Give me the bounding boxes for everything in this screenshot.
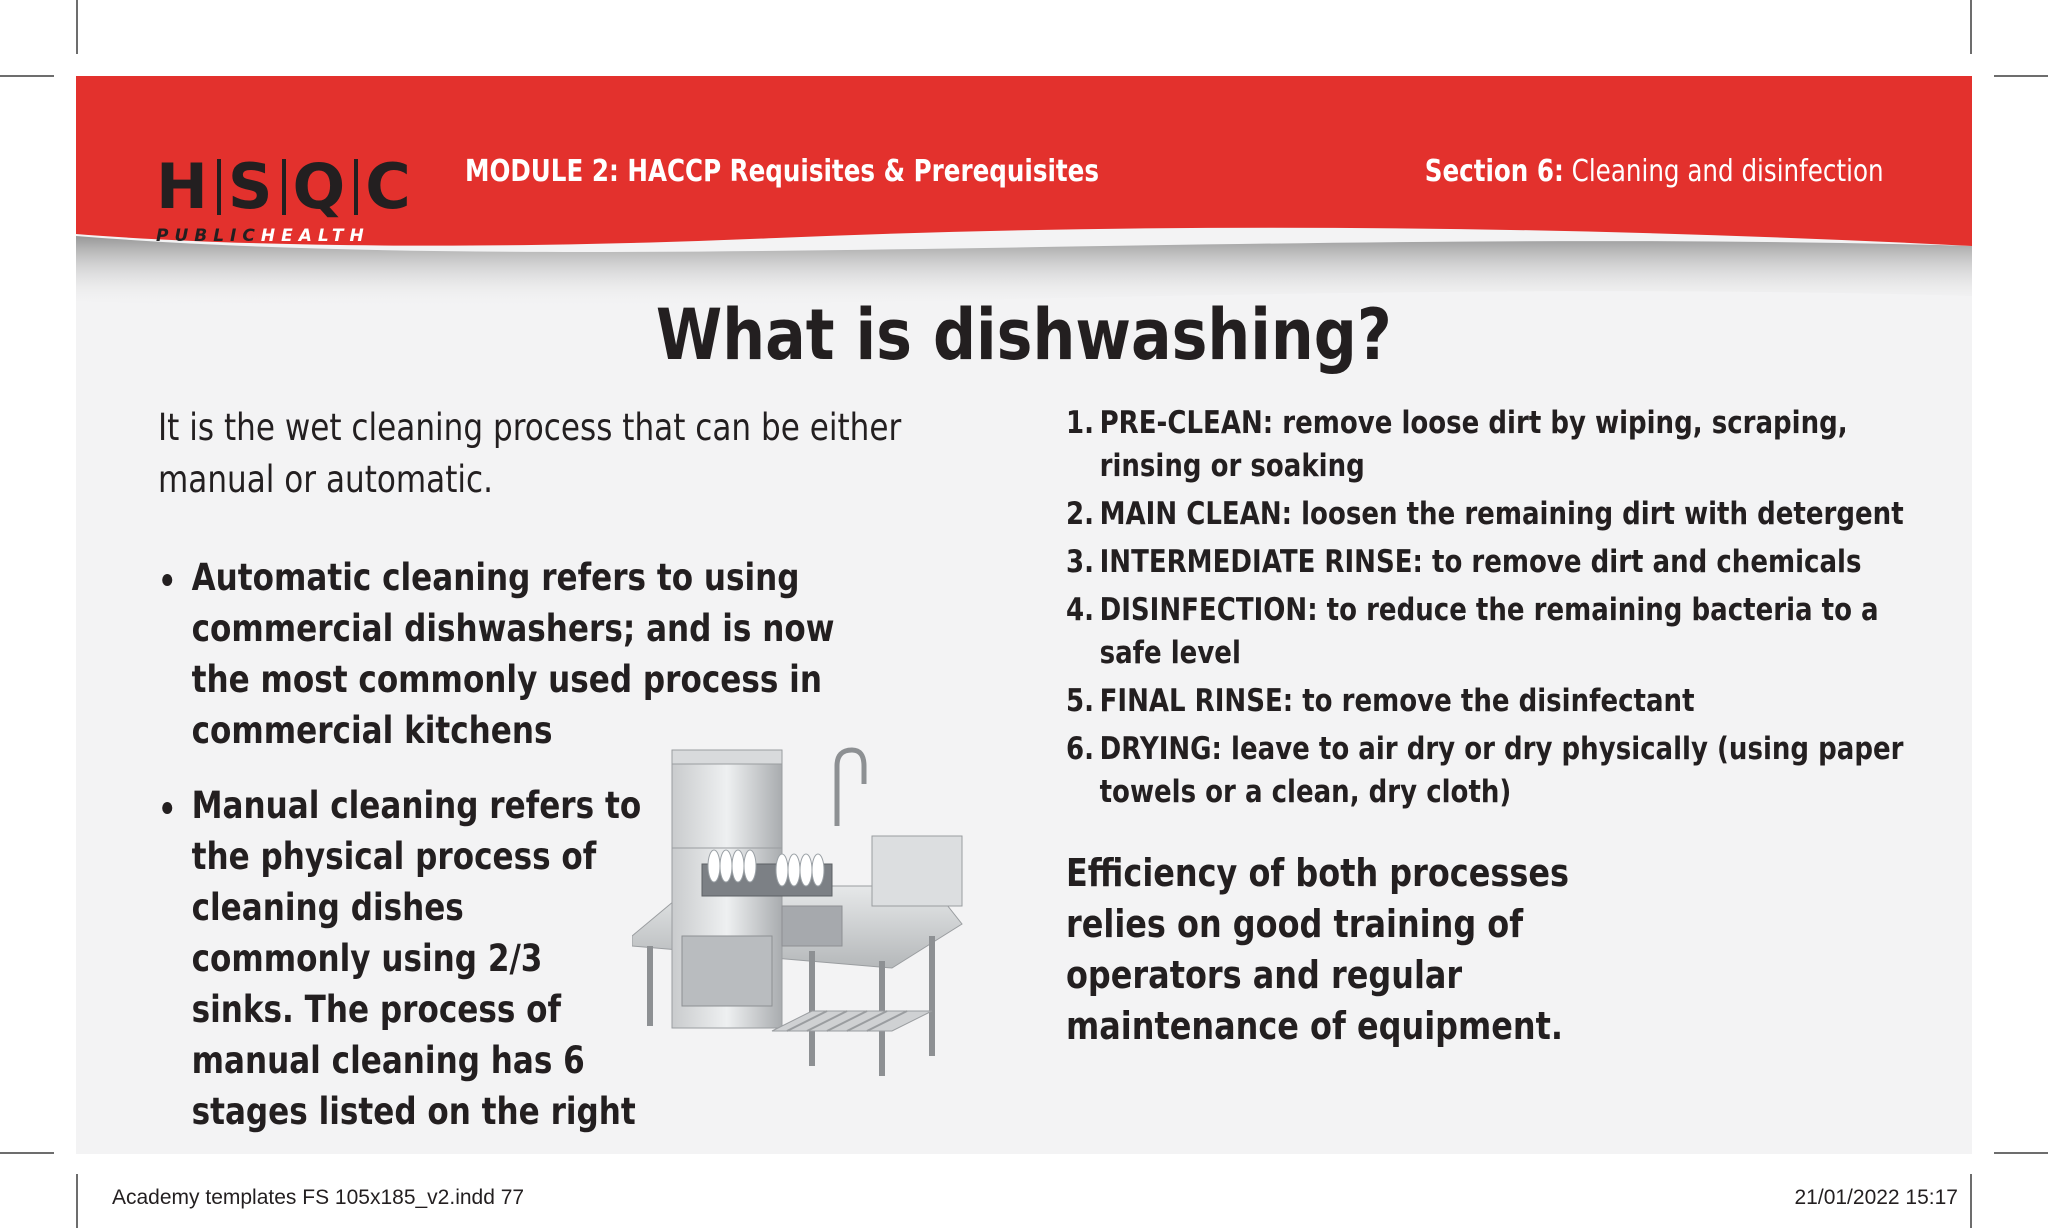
slide-page (76, 76, 1972, 1154)
hsqc-logo (156, 150, 413, 246)
stage-item (1066, 589, 1935, 675)
module-title: MODULE 2: HACCP Requisites & Prerequisites (465, 154, 1099, 189)
efficiency-text: Efficiency of both processes relies on good training of operators and regular maintenance of equipment. (1066, 851, 1570, 1048)
crop-mark (1970, 1174, 1972, 1228)
dishwasher-image (632, 736, 972, 1116)
bullet-item (158, 552, 889, 756)
logo-letter: C (365, 150, 413, 223)
logo-letters (156, 150, 413, 223)
stage-item (1066, 402, 1935, 488)
stage-text: MAIN CLEAN: loosen the remaining dirt with detergent (1099, 496, 1904, 532)
stages-list (1066, 402, 1935, 819)
footer-filename: Academy templates FS 105x185_v2.indd 77 (112, 1186, 525, 1209)
stage-item (1066, 493, 1935, 536)
stage-text: PRE-CLEAN: remove loose dirt by wiping, scraping, rinsing or soaking (1099, 405, 1848, 484)
crop-mark (1994, 1152, 2048, 1154)
bullet-text: Manual cleaning refers to the physical process of cleaning dishes commonly using 2/3 sinks. The process of manual cleaning has 6 stages listed on the right (191, 784, 642, 1133)
stage-item (1066, 680, 1935, 723)
logo-letter: S (227, 150, 275, 223)
stage-number: 2. (1066, 496, 1095, 532)
stage-number: 3. (1066, 544, 1095, 580)
page-title (76, 294, 1972, 376)
logo-letter: Q (292, 150, 348, 223)
stage-text: DISINFECTION: to reduce the remaining bacteria to a safe level (1099, 592, 1879, 671)
page-title-text: What is dishwashing? (656, 294, 1392, 376)
stage-number: 5. (1066, 683, 1095, 719)
stage-item (1066, 541, 1935, 584)
logo-sub-health: HEALTH (260, 226, 370, 246)
stage-item (1066, 728, 1935, 814)
logo-sub-public: PUBLIC (156, 226, 261, 246)
crop-mark (0, 75, 54, 77)
stage-text: FINAL RINSE: to remove the disinfectant (1099, 683, 1695, 719)
logo-letter: H (156, 150, 210, 223)
section-title (1425, 154, 1884, 189)
intro-text (158, 402, 1023, 506)
intro-text-content: It is the wet cleaning process that can be either manual or automatic. (158, 406, 902, 501)
crop-mark (1970, 0, 1972, 54)
crop-mark (0, 1152, 54, 1154)
stage-number: 1. (1066, 405, 1095, 441)
bullet-item (158, 780, 645, 1137)
logo-subtitle (156, 226, 413, 246)
crop-mark (76, 0, 78, 54)
section-name: Cleaning and disinfection (1572, 154, 1884, 189)
stage-text: DRYING: leave to air dry or dry physically (using paper towels or a clean, dry cloth) (1099, 731, 1904, 810)
stage-text: INTERMEDIATE RINSE: to remove dirt and chemicals (1099, 544, 1862, 580)
section-label: Section 6: (1425, 154, 1565, 189)
crop-mark (76, 1174, 78, 1228)
bullet-text: Automatic cleaning refers to using commercial dishwashers; and is now the most commonly used process in commercial kitchens (191, 556, 835, 752)
stage-number: 6. (1066, 731, 1095, 767)
crop-mark (1994, 75, 2048, 77)
footer-timestamp: 21/01/2022 15:17 (1794, 1186, 1958, 1209)
efficiency-note (1066, 848, 1654, 1052)
stage-number: 4. (1066, 592, 1095, 628)
